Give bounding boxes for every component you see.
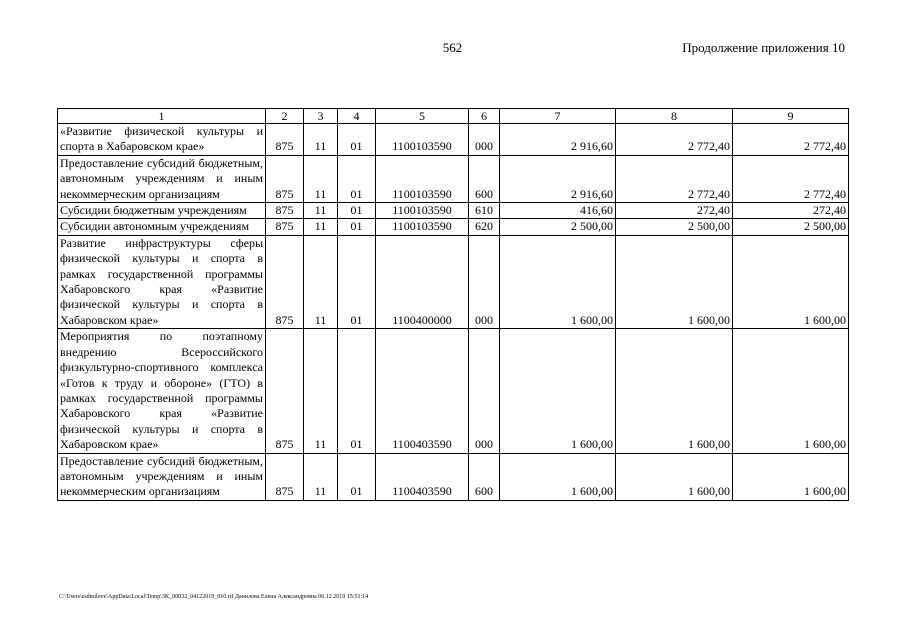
- table-row: [58, 155, 849, 202]
- cell-amount-col8: 1 600,00: [616, 329, 733, 453]
- cell-target-article: 1100103590: [376, 124, 469, 156]
- cell-ministry-code: 875: [266, 124, 304, 156]
- appendix-note: Продолжение приложения 10: [682, 40, 845, 55]
- cell-section: 11: [304, 219, 338, 235]
- cell-amount-col9: 2 772,40: [733, 124, 849, 156]
- cell-target-article: 1100403590: [376, 329, 469, 453]
- cell-amount-col8: 2 772,40: [616, 124, 733, 156]
- cell-section: 11: [304, 235, 338, 328]
- column-header-3: 3: [304, 109, 338, 124]
- column-header-7: 7: [500, 109, 616, 124]
- cell-amount-col7: 1 600,00: [500, 453, 616, 500]
- column-header-9: 9: [733, 109, 849, 124]
- cell-amount-col7: 2 916,60: [500, 155, 616, 202]
- cell-amount-col9: 1 600,00: [733, 235, 849, 328]
- cell-amount-col7: 2 916,60: [500, 124, 616, 156]
- column-header-8: 8: [616, 109, 733, 124]
- cell-expense-type: 600: [469, 453, 500, 500]
- page-number: 562: [442, 40, 463, 55]
- cell-target-article: 1100103590: [376, 203, 469, 219]
- cell-section: 11: [304, 203, 338, 219]
- cell-amount-col9: 2 772,40: [733, 155, 849, 202]
- cell-target-article: 1100103590: [376, 155, 469, 202]
- table-row: [58, 453, 849, 500]
- cell-amount-col7: 416,60: [500, 203, 616, 219]
- cell-amount-col8: 2 772,40: [616, 155, 733, 202]
- cell-section: 11: [304, 329, 338, 453]
- cell-ministry-code: 875: [266, 329, 304, 453]
- row-name: Субсидии автономным учреждениям: [58, 219, 266, 235]
- cell-amount-col9: 272,40: [733, 203, 849, 219]
- table-row: [58, 203, 849, 219]
- cell-amount-col9: 1 600,00: [733, 453, 849, 500]
- cell-expense-type: 000: [469, 124, 500, 156]
- column-header-5: 5: [376, 109, 469, 124]
- cell-expense-type: 600: [469, 155, 500, 202]
- table-row: [58, 219, 849, 235]
- cell-subsection: 01: [338, 155, 376, 202]
- row-name: Мероприятия по поэтапному внедрению Всероссийского физкультурно-спортивного комплекса «Готов к труду и обороне» (ГТО) в рамках государственной программы Хабаровского края «Развитие физической культуры и спорта в Хабаровском крае»: [58, 329, 266, 453]
- column-header-4: 4: [338, 109, 376, 124]
- table-row: [58, 235, 849, 328]
- cell-section: 11: [304, 155, 338, 202]
- cell-ministry-code: 875: [266, 235, 304, 328]
- cell-amount-col9: 1 600,00: [733, 329, 849, 453]
- row-name: Развитие инфраструктуры сферы физической культуры и спорта в рамках государственной программы Хабаровского края «Развитие физической культуры и спорта в Хабаровском крае»: [58, 235, 266, 328]
- cell-amount-col8: 1 600,00: [616, 453, 733, 500]
- cell-amount-col7: 1 600,00: [500, 235, 616, 328]
- row-name: «Развитие физической культуры и спорта в Хабаровском крае»: [58, 124, 266, 156]
- cell-subsection: 01: [338, 219, 376, 235]
- table-row: [58, 329, 849, 453]
- cell-subsection: 01: [338, 203, 376, 219]
- footer-file-path: C:\Users\esdmilove\AppData\Local\Temp\3K_00032_04122019_010.rtf Данилова Елена Александровна 06.12.2019 15:51:14: [59, 594, 369, 600]
- cell-expense-type: 000: [469, 329, 500, 453]
- row-name: Предоставление субсидий бюджетным, автономным учреждениям и иным некоммерческим организациям: [58, 453, 266, 500]
- table-row: [58, 124, 849, 156]
- cell-subsection: 01: [338, 235, 376, 328]
- cell-section: 11: [304, 124, 338, 156]
- column-header-1: 1: [58, 109, 266, 124]
- row-name: Субсидии бюджетным учреждениям: [58, 203, 266, 219]
- budget-table: [57, 108, 849, 501]
- cell-amount-col9: 2 500,00: [733, 219, 849, 235]
- cell-target-article: 1100400000: [376, 235, 469, 328]
- column-header-2: 2: [266, 109, 304, 124]
- cell-amount-col8: 1 600,00: [616, 235, 733, 328]
- cell-subsection: 01: [338, 453, 376, 500]
- cell-expense-type: 000: [469, 235, 500, 328]
- cell-section: 11: [304, 453, 338, 500]
- cell-ministry-code: 875: [266, 219, 304, 235]
- table-header-row: [58, 109, 849, 124]
- row-name: Предоставление субсидий бюджетным, автономным учреждениям и иным некоммерческим организациям: [58, 155, 266, 202]
- cell-amount-col7: 1 600,00: [500, 329, 616, 453]
- cell-amount-col8: 272,40: [616, 203, 733, 219]
- cell-target-article: 1100403590: [376, 453, 469, 500]
- cell-expense-type: 610: [469, 203, 500, 219]
- cell-ministry-code: 875: [266, 155, 304, 202]
- cell-expense-type: 620: [469, 219, 500, 235]
- cell-subsection: 01: [338, 329, 376, 453]
- cell-subsection: 01: [338, 124, 376, 156]
- cell-ministry-code: 875: [266, 203, 304, 219]
- cell-ministry-code: 875: [266, 453, 304, 500]
- cell-target-article: 1100103590: [376, 219, 469, 235]
- column-header-6: 6: [469, 109, 500, 124]
- cell-amount-col7: 2 500,00: [500, 219, 616, 235]
- cell-amount-col8: 2 500,00: [616, 219, 733, 235]
